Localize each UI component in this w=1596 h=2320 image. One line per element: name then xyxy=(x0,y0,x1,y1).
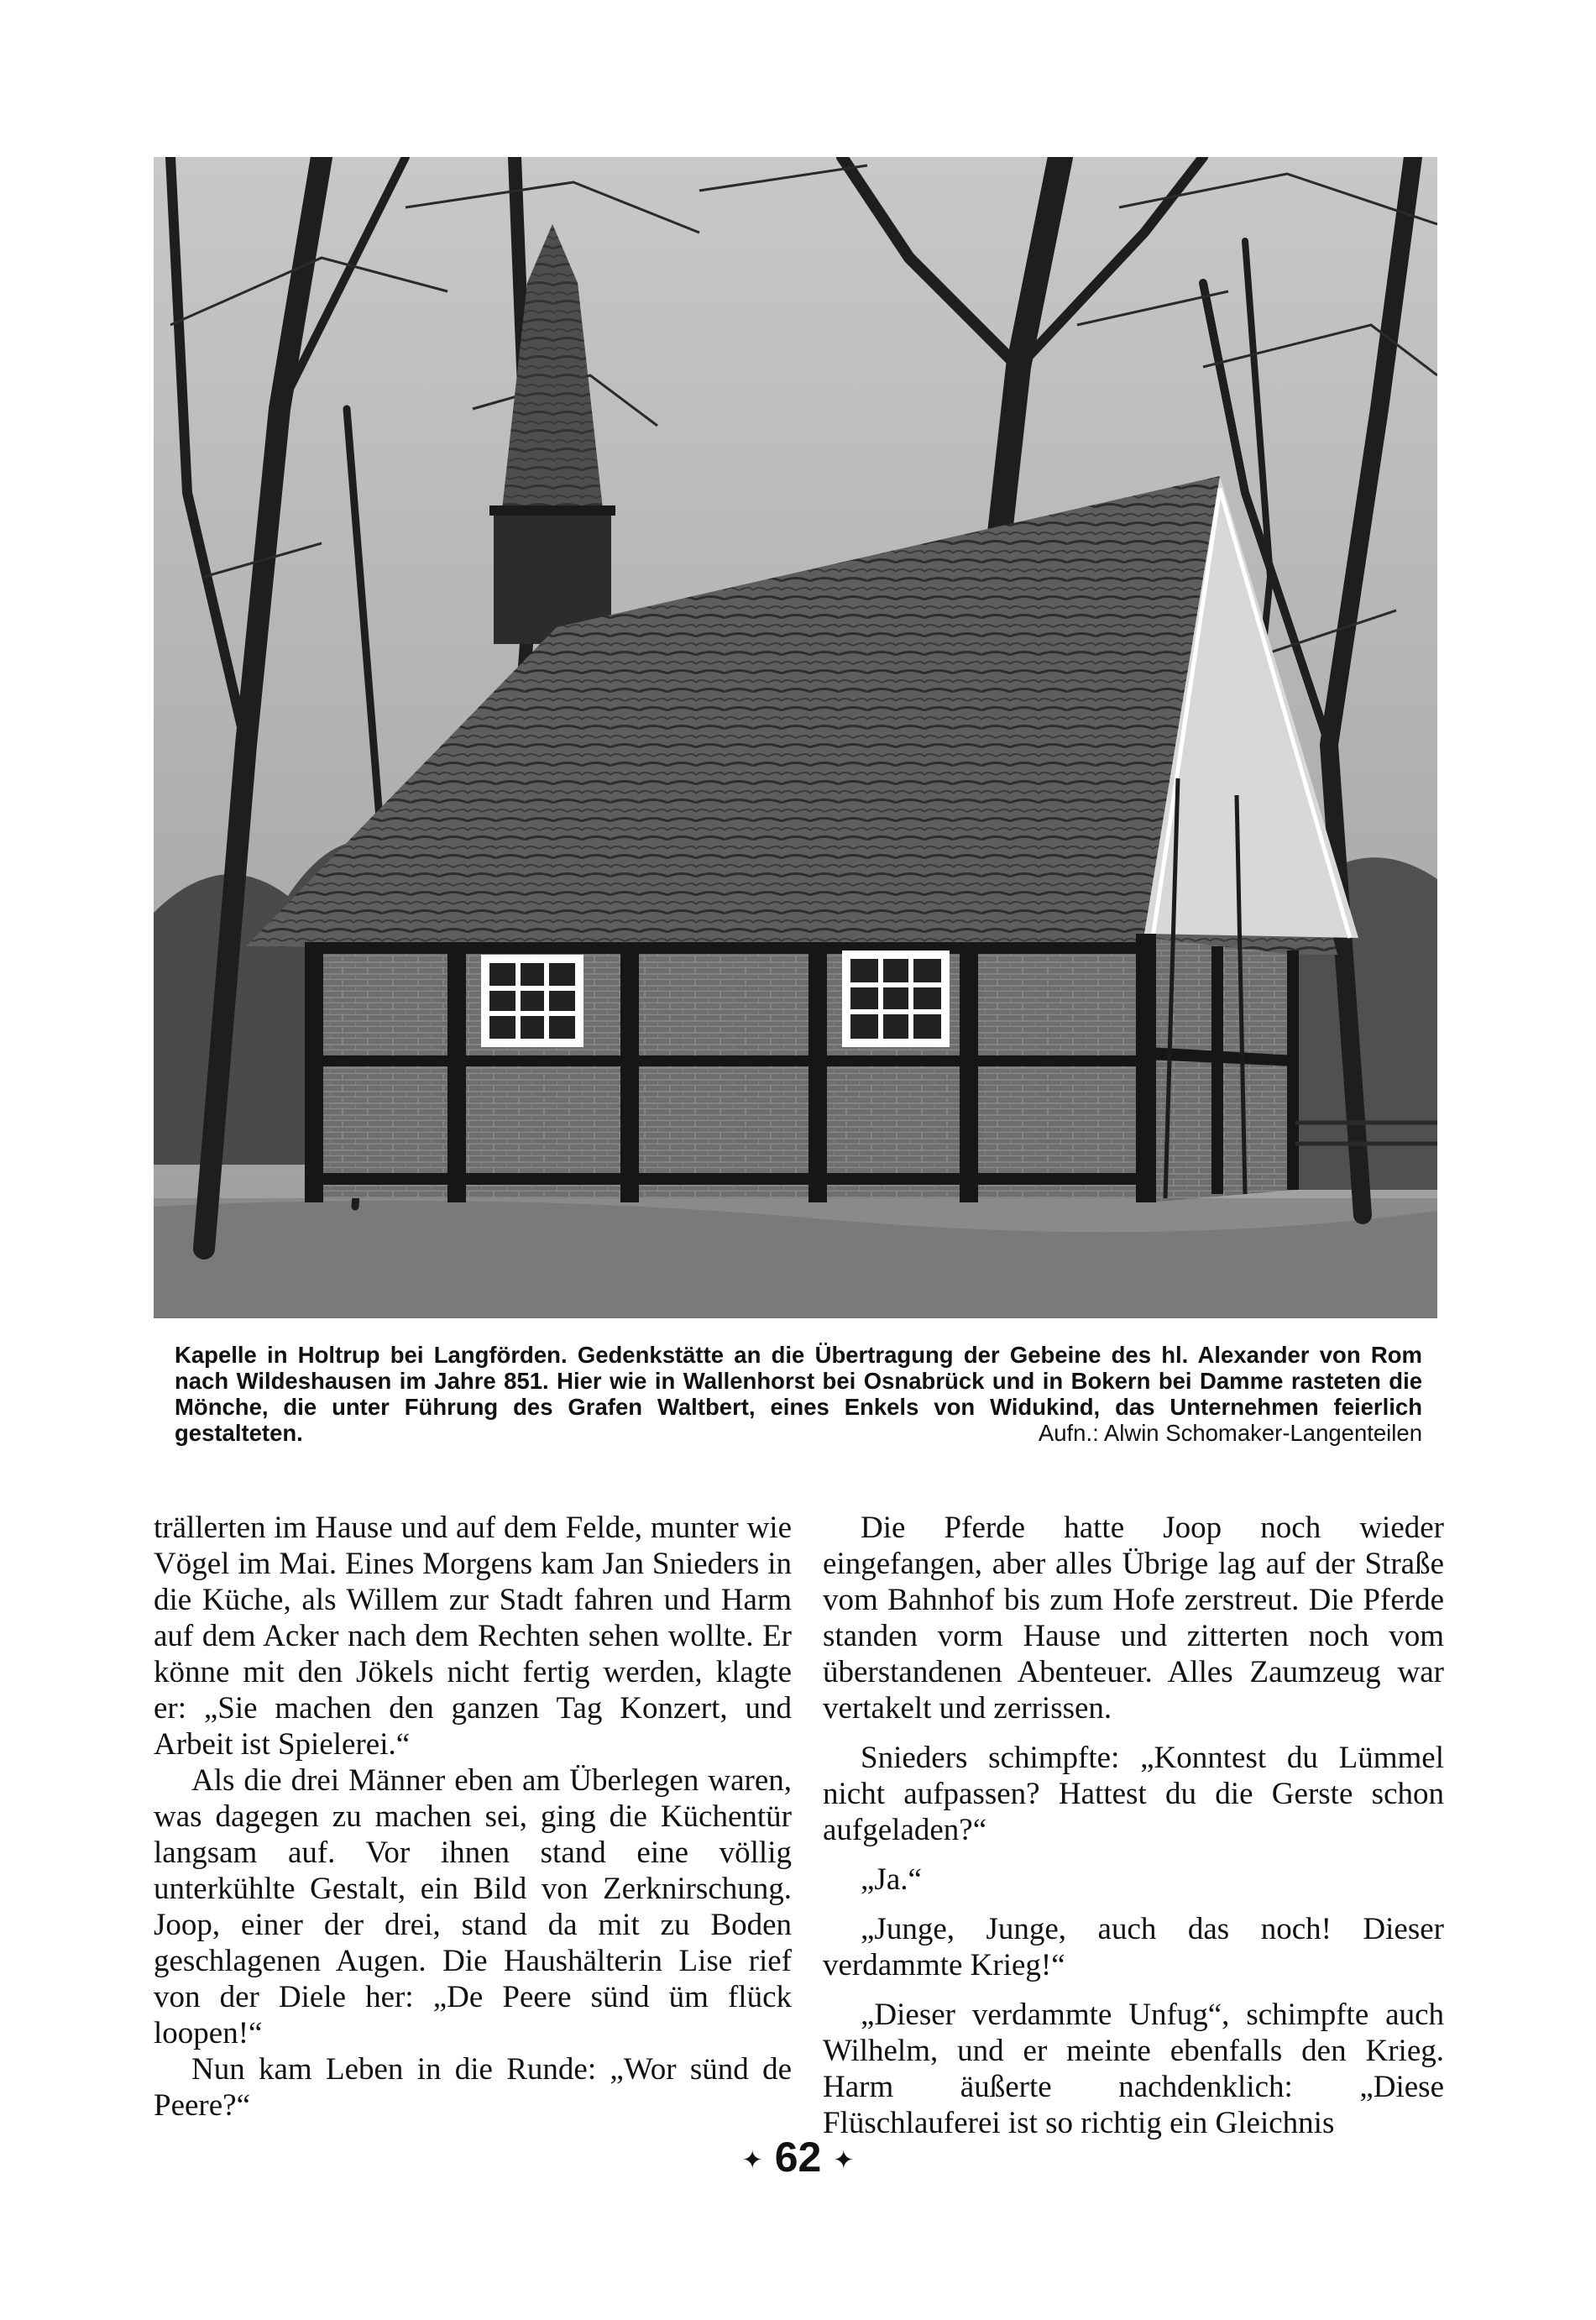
paragraph: Nun kam Leben in die Runde: „Wor sünd de Peere?“ xyxy=(154,2052,792,2123)
page-number-value: 62 xyxy=(774,2134,822,2181)
chapel-photograph xyxy=(154,157,1437,1318)
paragraph: „Junge, Junge, auch das noch! Dieser verdammte Krieg!“ xyxy=(823,1912,1444,1982)
photo-caption xyxy=(175,1342,1422,1446)
paragraph: Als die drei Männer eben am Überlegen waren, was dagegen zu machen sei, ging die Küchentür langsam auf. Vor ihnen stand eine völlig unterkühlte Gestalt, ein Bild von Zerknirschung. Joop, einer der drei, stand da mit zu Boden geschlagenen Augen. Die Haushälterin Lise rief von der Diele her: „De Peere sünd üm flück loopen!“ xyxy=(154,1763,792,2050)
ornament-icon: ✦ xyxy=(833,2146,855,2175)
photo-credit: Aufn.: Alwin Schomaker-Langenteilen xyxy=(1038,1420,1422,1446)
paragraph: Snieders schimpfte: „Konntest du Lümmel nicht aufpassen? Hattest du die Gerste schon aufgeladen?“ xyxy=(823,1741,1444,1847)
paragraph: trällerten im Hause und auf dem Felde, munter wie Vögel im Mai. Eines Morgens kam Jan Snieders in die Küche, als Willem zur Stadt fahren und Harm auf dem Acker nach dem Rechten sehen wollte. Er könne mit den Jökels nicht fertig werden, klagte er: „Sie machen den ganzen Tag Konzert, und Arbeit ist Spielerei.“ xyxy=(154,1511,792,1762)
page-number xyxy=(0,2133,1596,2181)
right-text-column xyxy=(823,1510,1444,2141)
left-text-column xyxy=(154,1510,792,2124)
ornament-icon: ✦ xyxy=(741,2146,763,2175)
paragraph: „Ja.“ xyxy=(861,1862,922,1897)
caption-text: Kapelle in Holtrup bei Langförden. Gedenkstätte an die Übertragung der Gebeine des hl. Alexander von Rom nach Wildeshausen im Jahre 851. Hier wie in Wallenhorst bei Osnabrück und in Bokern bei Damme rasteten die Mönche, die unter Führung des Grafen Waltbert, eines Enkels von Widukind, das Unternehmen feierlich gestalteten. xyxy=(175,1342,1422,1446)
paragraph: Die Pferde hatte Joop noch wieder eingefangen, aber alles Übrige lag auf der Straße vom Bahnhof bis zum Hofe zerstreut. Die Pferde standen vorm Hause und zitterten noch vom überstandenen Abenteuer. Alles Zaumzeug war vertakelt und zerrissen. xyxy=(823,1511,1444,1726)
paragraph: „Dieser verdammte Unfug“, schimpfte auch Wilhelm, und er meinte ebenfalls den Krieg. Harm äußerte nachdenklich: „Diese Flüschlauferei ist so richtig ein Gleichnis xyxy=(823,1998,1444,2140)
